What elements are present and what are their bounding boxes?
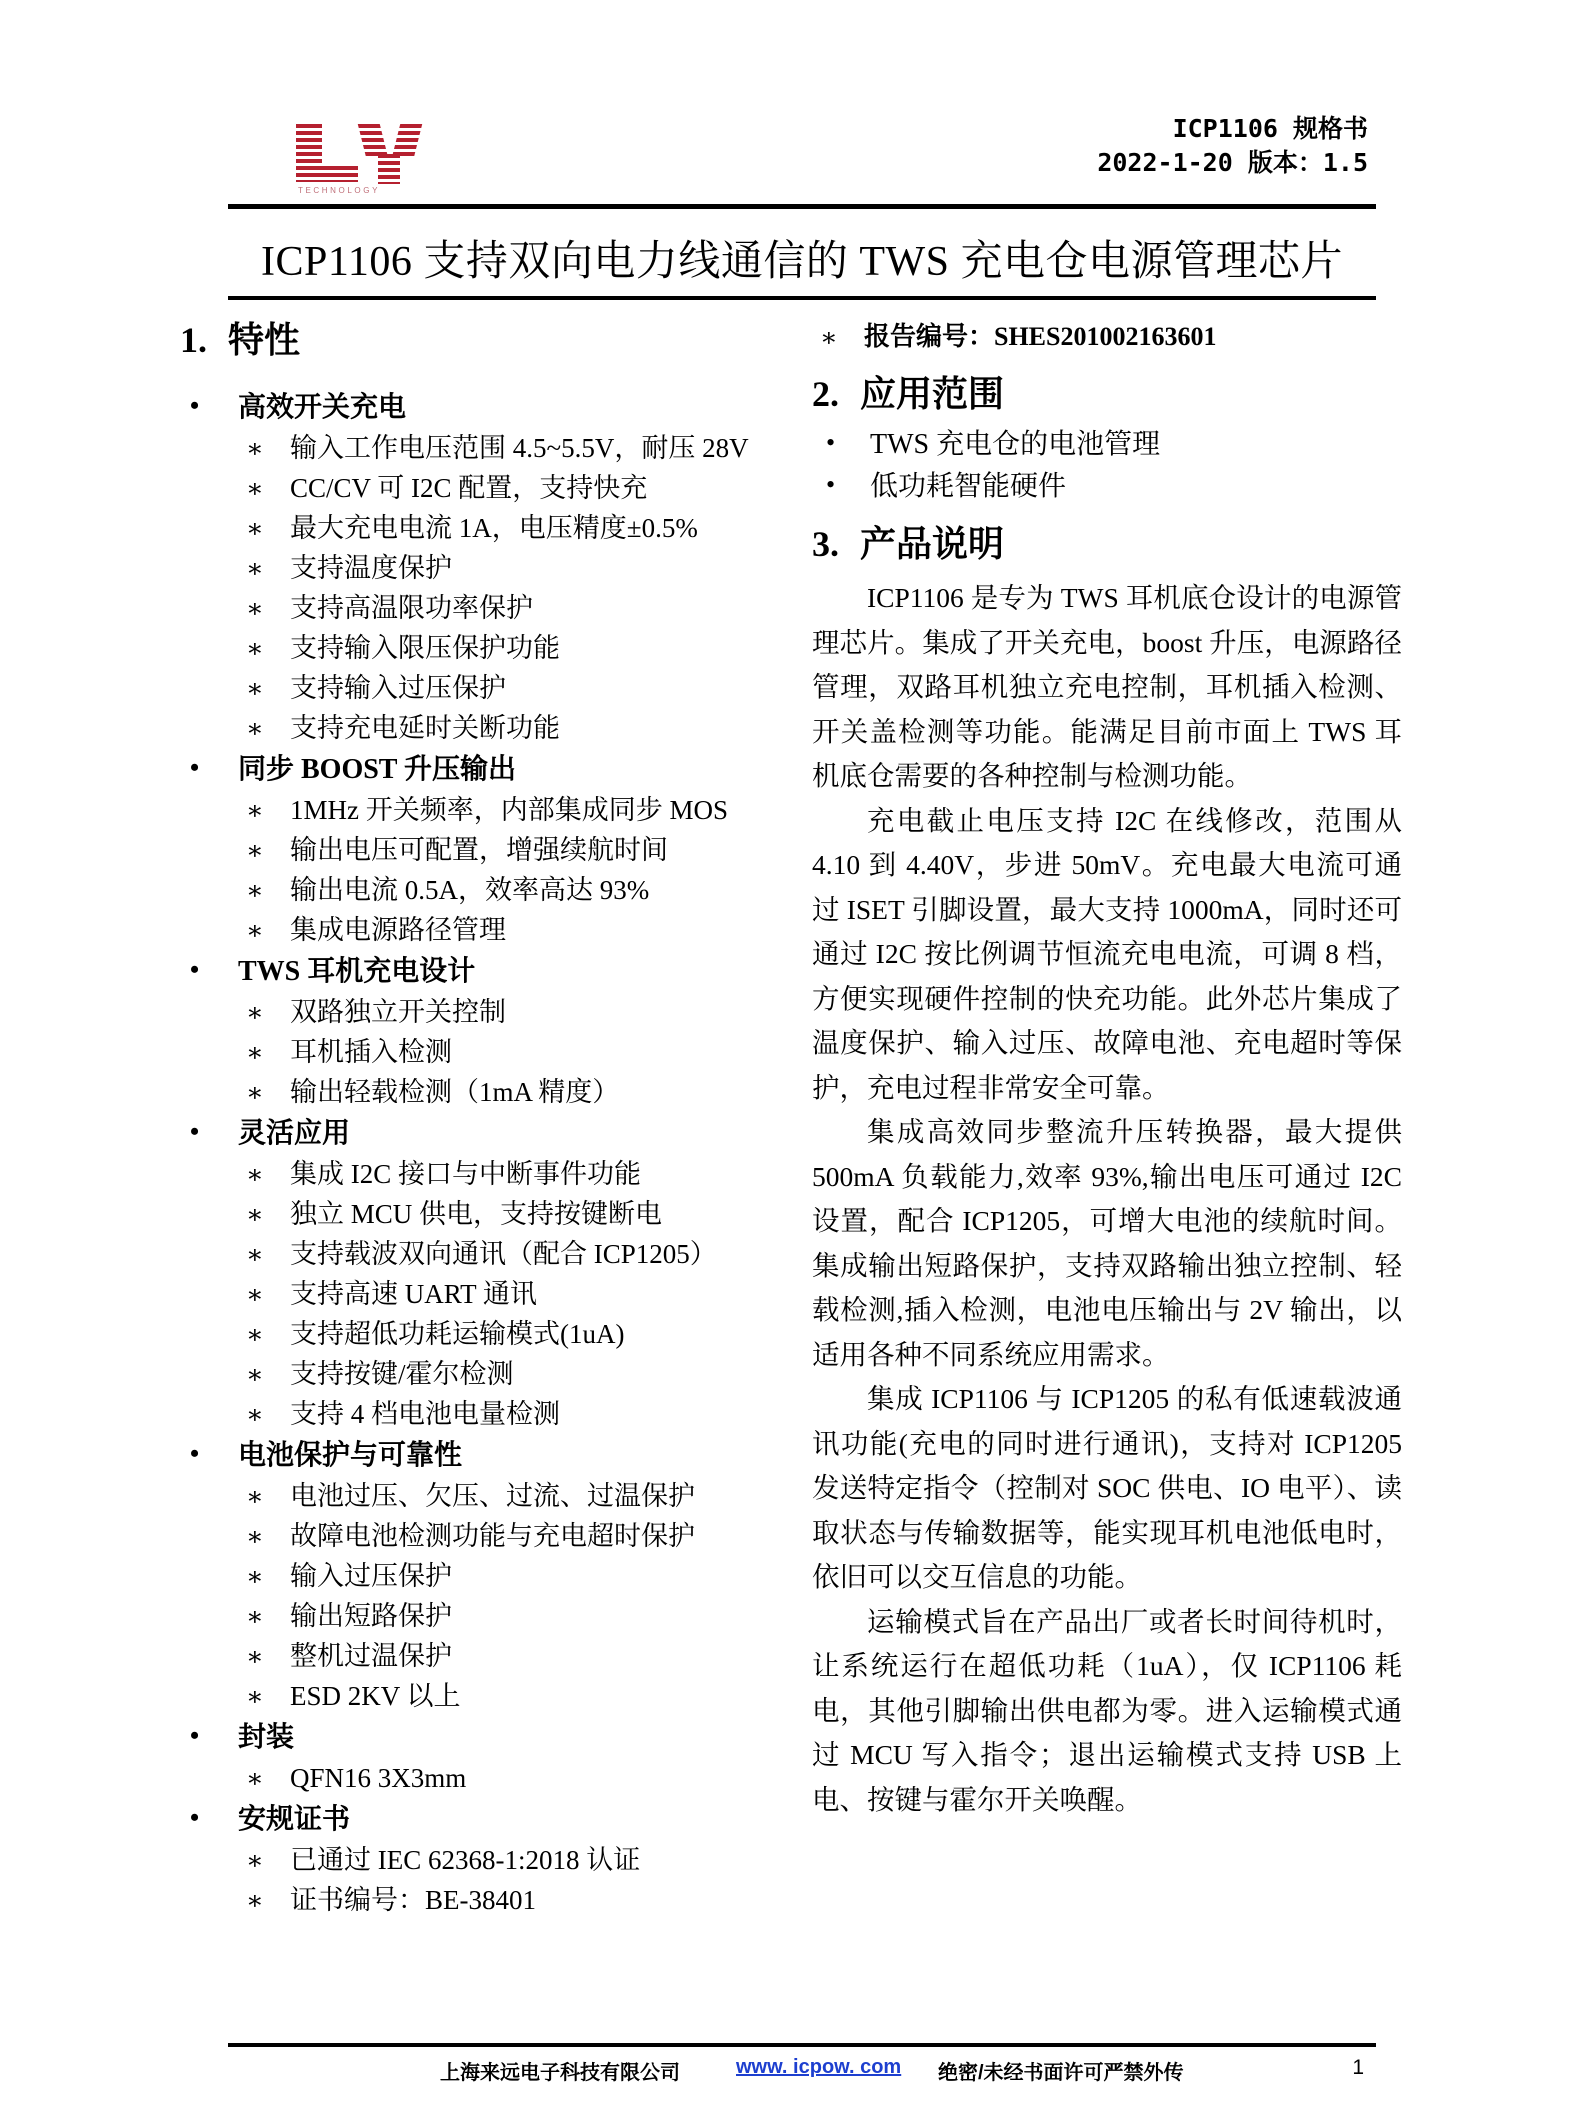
footer-website-link[interactable]: www. icpow. com [736, 2056, 902, 2078]
application-list [812, 424, 1402, 508]
logo-letter-y-right [392, 124, 422, 158]
feature-item: ∗ 证书编号：BE-38401 [238, 1880, 780, 1920]
application-item: • 低功耗智能硬件 [812, 466, 1402, 508]
description-paragraph: 充电截止电压支持 I2C 在线修改，范围从 4.10 到 4.40V，步进 50mV。充电最大电流可通过 ISET 引脚设置，最大支持 1000mA，同时还可通过 I2C 按比例调节恒流充电电流，可调 8 档，方便实现硬件控制的快充功能。此外芯片集成了温度保护、输入过压、故障电池、充电超时等保护，充电过程非常安全可靠。 [812, 804, 1402, 1103]
feature-group [180, 1436, 780, 1716]
feature-sublist [238, 1758, 780, 1798]
feature-group-label: 电池保护与可靠性 [238, 1440, 463, 1471]
feature-item: ∗ 支持充电延时关断功能 [238, 708, 780, 748]
page-footer [228, 2052, 1376, 2092]
feature-item: ∗ 独立 MCU 供电，支持按键断电 [238, 1194, 780, 1234]
section-3-number: 3. [812, 524, 839, 564]
feature-sublist [238, 428, 780, 748]
feature-item: ∗ 集成 I2C 接口与中断事件功能 [238, 1154, 780, 1194]
feature-item: ∗ 支持 4 档电池电量检测 [238, 1394, 780, 1434]
section-2-heading [812, 372, 1402, 416]
company-logo [288, 122, 468, 204]
feature-group [180, 1800, 780, 1920]
description-paragraph: 运输模式旨在产品出厂或者长时间待机时，让系统运行在超低功耗（1uA），仅 ICP1106 耗电，其他引脚输出供电都为零。进入运输模式通过 MCU 写入指令；退出运输模式支持 USB 上电、按键与霍尔开关唤醒。 [812, 1605, 1402, 1815]
feature-item: ∗ 支持输入过压保护 [238, 668, 780, 708]
footer-page-number: 1 [1352, 2056, 1364, 2079]
feature-sublist [238, 1476, 780, 1716]
right-column [812, 318, 1402, 1822]
feature-group-label: 灵活应用 [238, 1118, 351, 1149]
title-divider [228, 296, 1376, 300]
feature-item: ∗ 耳机插入检测 [238, 1032, 780, 1072]
footer-company-name: 上海来远电子科技有限公司 [440, 2062, 680, 2084]
feature-item: ∗ 支持输入限压保护功能 [238, 628, 780, 668]
feature-group [180, 750, 780, 950]
logo-subtitle: TECHNOLOGY [298, 186, 381, 195]
feature-item: ∗ 电池过压、欠压、过流、过温保护 [238, 1476, 780, 1516]
header-doc-version: 2022-1-20 版本：1.5 [1097, 148, 1368, 177]
feature-item: ∗ 输入工作电压范围 4.5~5.5V，耐压 28V [238, 428, 780, 468]
section-1-title: 特性 [228, 320, 301, 360]
feature-item: ∗ 输出轻载检测（1mA 精度） [238, 1072, 780, 1112]
feature-item: ∗ 输出电压可配置，增强续航时间 [238, 830, 780, 870]
section-1-heading [180, 318, 780, 362]
application-item: • TWS 充电仓的电池管理 [812, 424, 1402, 466]
feature-group [180, 1718, 780, 1798]
feature-item: ∗ CC/CV 可 I2C 配置，支持快充 [238, 468, 780, 508]
footer-divider [228, 2043, 1376, 2047]
footer-confidentiality-notice: 绝密/未经书面许可严禁外传 [938, 2062, 1184, 2084]
feature-sublist [238, 1840, 780, 1920]
feature-item: ∗ 支持载波双向通讯（配合 ICP1205） [238, 1234, 780, 1274]
description-paragraph: ICP1106 是专为 TWS 耳机底仓设计的电源管理芯片。集成了开关充电，boost 升压，电源路径管理，双路耳机独立充电控制，耳机插入检测、开关盖检测等功能。能满足目前市面上 TWS 耳机底仓需要的各种控制与检测功能。 [812, 582, 1402, 791]
section-2-number: 2. [812, 374, 839, 414]
page-header [228, 112, 1376, 204]
header-divider [228, 204, 1376, 209]
feature-group [180, 388, 780, 748]
feature-item: ∗ 输出短路保护 [238, 1596, 780, 1636]
section-3-title: 产品说明 [860, 524, 1005, 564]
feature-item: ∗ ESD 2KV 以上 [238, 1676, 780, 1716]
section-3-heading [812, 522, 1402, 566]
section-1-number: 1. [180, 320, 207, 360]
feature-item: ∗ 最大充电电流 1A，电压精度±0.5% [238, 508, 780, 548]
features-list [180, 388, 780, 1920]
logo-letter-l-foot [296, 166, 358, 182]
feature-item: ∗ 支持温度保护 [238, 548, 780, 588]
logo-letter-y-stem [378, 154, 400, 184]
feature-item: ∗ QFN16 3X3mm [238, 1758, 780, 1798]
feature-group-label: 高效开关充电 [238, 392, 407, 423]
feature-item: ∗ 支持高温限功率保护 [238, 588, 780, 628]
feature-group-label: 同步 BOOST 升压输出 [238, 754, 516, 785]
feature-item: ∗ 1MHz 开关频率，内部集成同步 MOS [238, 790, 780, 830]
feature-group-label: 安规证书 [238, 1804, 351, 1835]
feature-item: ∗ 双路独立开关控制 [238, 992, 780, 1032]
left-column [180, 318, 780, 1920]
feature-item: ∗ 已通过 IEC 62368-1:2018 认证 [238, 1840, 780, 1880]
product-description [812, 576, 1402, 1822]
feature-sublist [238, 992, 780, 1112]
feature-group [180, 1114, 780, 1434]
feature-item: ∗ 输入过压保护 [238, 1556, 780, 1596]
description-paragraph: 集成 ICP1106 与 ICP1205 的私有低速载波通讯功能(充电的同时进行通讯)，支持对 ICP1205 发送特定指令（控制对 SOC 供电、IO 电平）、读取状态与传输数据等，能实现耳机电池低电时，依旧可以交互信息的功能。 [812, 1383, 1402, 1592]
section-2-title: 应用范围 [860, 374, 1005, 414]
header-document-meta [1097, 112, 1368, 180]
feature-item: ∗ 故障电池检测功能与充电超时保护 [238, 1516, 780, 1556]
ly-logo-icon [288, 122, 443, 184]
feature-item: ∗ 支持按键/霍尔检测 [238, 1354, 780, 1394]
header-doc-code: ICP1106 规格书 [1172, 114, 1368, 143]
feature-group-label: TWS 耳机充电设计 [238, 956, 476, 987]
report-number: ∗ 报告编号：SHES201002163601 [812, 318, 1402, 356]
feature-group-label: 封装 [238, 1722, 295, 1753]
feature-item: ∗ 支持高速 UART 通讯 [238, 1274, 780, 1314]
feature-group [180, 952, 780, 1112]
page-title: ICP1106 支持双向电力线通信的 TWS 充电仓电源管理芯片 [261, 239, 1343, 285]
feature-item: ∗ 集成电源路径管理 [238, 910, 780, 950]
logo-letter-y-left [358, 124, 388, 158]
feature-item: ∗ 支持超低功耗运输模式(1uA) [238, 1314, 780, 1354]
feature-sublist [238, 790, 780, 950]
feature-item: ∗ 输出电流 0.5A，效率高达 93% [238, 870, 780, 910]
description-paragraph: 集成高效同步整流升压转换器，最大提供 500mA 负载能力,效率 93%,输出电压可通过 I2C 设置，配合 ICP1205，可增大电池的续航时间。集成输出短路保护，支持双路输出独立控制、轻载检测,插入检测，电池电压输出与 2V 输出，以适用各种不同系统应用需求。 [812, 1116, 1402, 1370]
feature-sublist [238, 1154, 780, 1434]
feature-item: ∗ 整机过温保护 [238, 1636, 780, 1676]
